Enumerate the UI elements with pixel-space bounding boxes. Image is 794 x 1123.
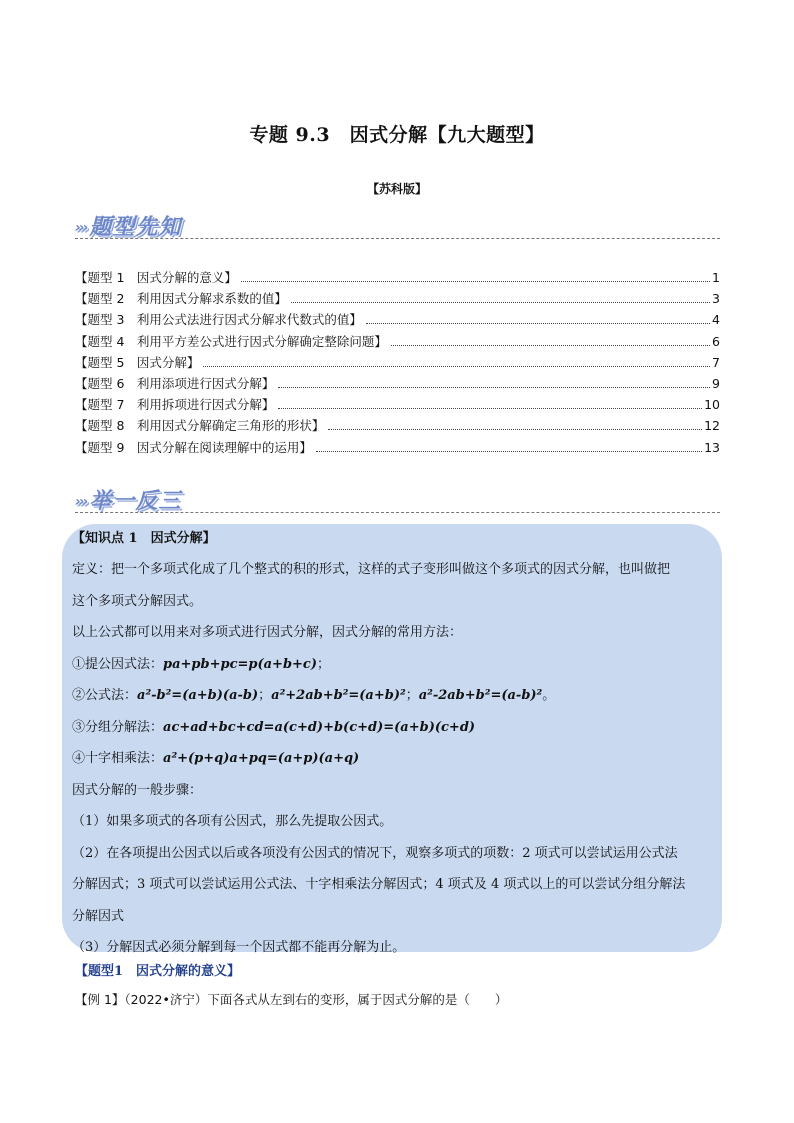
- toc-item-label: 【题型 8 利用因式分解确定三角形的形状】: [75, 418, 325, 434]
- banner-question-preview: [75, 210, 181, 238]
- toc-item-label: 【题型 2 利用因式分解求系数的值】: [75, 291, 287, 307]
- punct: ；: [317, 656, 331, 672]
- toc-page-number: 13: [704, 439, 720, 455]
- toc-item-4[interactable]: [75, 332, 720, 353]
- page-title: 专题 9.3 因式分解【九大题型】: [249, 124, 545, 146]
- example-1: 【例 1】（2022•济宁）下面各式从左到右的变形，属于因式分解的是（ ）: [75, 992, 508, 1007]
- step-2-line-1: （2）在各项提出公因式以后或各项没有公因式的情况下，观察多项式的项数：2 项式可以尝试运用公式法: [72, 845, 678, 861]
- toc-leader: [366, 323, 710, 324]
- banner-text: 举一反三: [89, 489, 182, 514]
- formula: pa+pb+pc=p(a+b+c): [163, 656, 317, 672]
- banner-arrows-icon: ›››: [75, 220, 87, 236]
- banner-examples: [75, 484, 181, 512]
- method-label: ③分组分解法：: [72, 719, 164, 735]
- method-label: ①提公因式法：: [72, 656, 164, 672]
- toc-page-number: 7: [712, 354, 720, 370]
- toc-item-9[interactable]: [75, 438, 720, 459]
- toc-item-label: 【题型 4 利用平方差公式进行因式分解确定整除问题】: [75, 333, 387, 349]
- method-grouping: [72, 712, 722, 744]
- toc-item-label: 【题型 5 因式分解】: [75, 354, 200, 370]
- edition-label: 【苏科版】: [366, 182, 427, 196]
- step-1: （1）如果多项式的各项有公因式，那么先提取公因式。: [72, 814, 393, 829]
- toc-item-label: 【题型 7 利用拆项进行因式分解】: [75, 397, 275, 413]
- toc-item-1[interactable]: [75, 268, 720, 289]
- definition-line-1: 定义：把一个多项式化成了几个整式的积的形式，这样的式子变形叫做这个多项式的因式分解，也叫做把: [72, 562, 671, 577]
- divider: [75, 238, 720, 239]
- toc-item-label: 【题型 3 利用公式法进行因式分解求代数式的值】: [75, 312, 362, 328]
- formula: ac+ad+bc+cd=a(c+d)+b(c+d)=(a+b)(c+d): [163, 719, 476, 735]
- formula: a²-b²=(a+b)(a-b): [137, 688, 259, 703]
- toc-leader: [278, 408, 702, 409]
- steps-title: 因式分解的一般步骤：: [72, 782, 203, 798]
- toc-page-number: 10: [704, 397, 720, 413]
- toc-page-number: 3: [712, 291, 720, 307]
- toc-item-label: 【题型 1 因式分解的意义】: [75, 270, 237, 285]
- banner-arrows-icon: ›››: [75, 494, 87, 510]
- toc-leader: [291, 302, 710, 303]
- toc-leader: [391, 345, 710, 346]
- toc-leader: [316, 451, 702, 452]
- toc-item-label: 【题型 6 利用添项进行因式分解】: [75, 375, 275, 391]
- punct: ；: [258, 688, 272, 703]
- formula: a²+2ab+b²=(a+b)²: [271, 688, 406, 703]
- toc-page-number: 4: [712, 312, 720, 328]
- toc-item-6[interactable]: [75, 374, 720, 395]
- table-of-contents: [75, 268, 720, 459]
- method-label: ④十字相乘法：: [72, 751, 164, 766]
- formula: a²-2ab+b²=(a-b)²: [418, 688, 543, 703]
- toc-page-number: 1: [712, 270, 720, 285]
- toc-item-8[interactable]: [75, 416, 720, 437]
- method-formula: [72, 680, 722, 712]
- punct: ；: [405, 688, 419, 703]
- toc-item-2[interactable]: [75, 289, 720, 310]
- section-heading: 【题型1 因式分解的意义】: [75, 964, 241, 979]
- toc-item-label: 【题型 9 因式分解在阅读理解中的运用】: [75, 439, 312, 455]
- toc-page-number: 12: [704, 418, 720, 434]
- divider: [75, 512, 720, 513]
- toc-leader: [203, 366, 710, 367]
- step-3: （3）分解因式必须分解到每一个因式都不能再分解为止。: [72, 940, 406, 955]
- step-2-line-3: 分解因式: [72, 908, 125, 924]
- toc-item-5[interactable]: [75, 353, 720, 374]
- toc-page-number: 9: [712, 375, 720, 391]
- knowledge-heading: 【知识点 1 因式分解】: [72, 531, 216, 546]
- formula: a²+(p+q)a+pq=(a+p)(a+q): [163, 751, 360, 766]
- step-2-line-2: 分解因式；3 项式可以尝试运用公式法、十字相乘法分解因式；4 项式及 4 项式以上的可以尝试分组分解法: [72, 877, 686, 892]
- toc-item-7[interactable]: [75, 395, 720, 416]
- knowledge-content: [72, 528, 722, 964]
- banner-text: 题型先知: [89, 215, 182, 240]
- definition-line-2: 这个多项式分解因式。: [72, 593, 203, 609]
- method-cross: [72, 743, 722, 775]
- toc-leader: [278, 387, 710, 388]
- toc-leader: [241, 281, 710, 282]
- punct: 。: [542, 688, 556, 703]
- toc-page-number: 6: [712, 333, 720, 349]
- toc-leader: [328, 429, 702, 430]
- method-common-factor: [72, 649, 722, 681]
- method-label: ②公式法：: [72, 688, 138, 703]
- toc-item-3[interactable]: [75, 310, 720, 331]
- methods-intro: 以上公式都可以用来对多项式进行因式分解，因式分解的常用方法：: [72, 625, 463, 640]
